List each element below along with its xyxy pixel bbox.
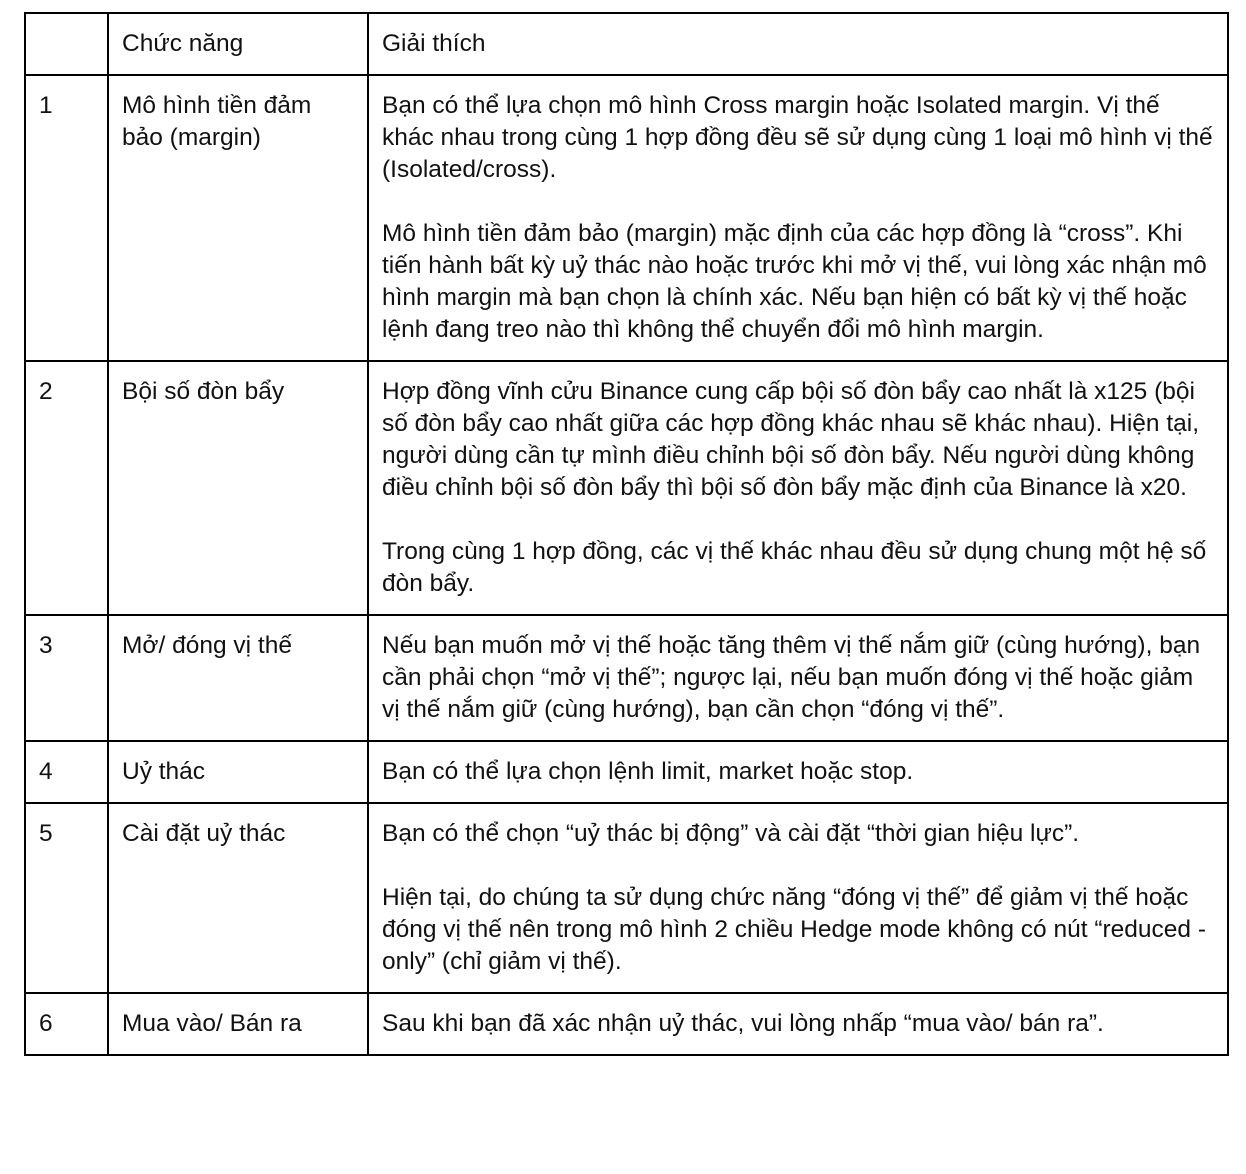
table-row [25, 993, 1228, 1055]
row-number: 3 [25, 615, 108, 741]
explanation-paragraph: Bạn có thể lựa chọn mô hình Cross margin hoặc Isolated margin. Vị thế khác nhau trong cùng 1 hợp đồng đều sẽ sử dụng cùng 1 loại mô hình vị thế (Isolated/cross). [382, 92, 1213, 183]
explanation-paragraph: Sau khi bạn đã xác nhận uỷ thác, vui lòng nhấp “mua vào/ bán ra”. [382, 1010, 1104, 1037]
table-header-row [25, 13, 1228, 75]
row-number: 1 [25, 75, 108, 361]
table-row [25, 75, 1228, 361]
explanation-paragraph: Nếu bạn muốn mở vị thế hoặc tăng thêm vị thế nắm giữ (cùng hướng), bạn cần phải chọn “mở vị thế”; ngược lại, nếu bạn muốn đóng vị thế hoặc giảm vị thế nắm giữ (cùng hướng), bạn cần chọn “đóng vị thế”. [382, 632, 1201, 723]
row-number: 4 [25, 741, 108, 803]
row-function: Cài đặt uỷ thác [108, 803, 368, 993]
row-number: 5 [25, 803, 108, 993]
row-explanation [368, 993, 1228, 1055]
row-explanation [368, 741, 1228, 803]
feature-table [24, 12, 1229, 1056]
row-explanation [368, 75, 1228, 361]
row-explanation [368, 803, 1228, 993]
row-function: Mở/ đóng vị thế [108, 615, 368, 741]
table-row [25, 741, 1228, 803]
header-num-cell [25, 13, 108, 75]
header-function-cell: Chức năng [108, 13, 368, 75]
row-function: Mua vào/ Bán ra [108, 993, 368, 1055]
row-function: Mô hình tiền đảm bảo (margin) [108, 75, 368, 361]
explanation-paragraph: Trong cùng 1 hợp đồng, các vị thế khác nhau đều sử dụng chung một hệ số đòn bẩy. [382, 538, 1207, 597]
row-number: 2 [25, 361, 108, 615]
explanation-paragraph: Hợp đồng vĩnh cửu Binance cung cấp bội số đòn bẩy cao nhất là x125 (bội số đòn bẩy cao nhất giữa các hợp đồng khác nhau sẽ khác nhau). Hiện tại, người dùng cần tự mình điều chỉnh bội số đòn bẩy. Nếu người dùng không điều chỉnh bội số đòn bẩy thì bội số đòn bẩy mặc định của Binance là x20. [382, 378, 1200, 501]
explanation-paragraph: Bạn có thể chọn “uỷ thác bị động” và cài đặt “thời gian hiệu lực”. [382, 820, 1080, 847]
row-explanation [368, 361, 1228, 615]
table-row [25, 615, 1228, 741]
table-row [25, 803, 1228, 993]
row-number: 6 [25, 993, 108, 1055]
header-explanation-cell: Giải thích [368, 13, 1228, 75]
explanation-paragraph: Hiện tại, do chúng ta sử dụng chức năng “đóng vị thế” để giảm vị thế hoặc đóng vị thế nên trong mô hình 2 chiều Hedge mode không có nút “reduced -only” (chỉ giảm vị thế). [382, 884, 1207, 975]
row-explanation [368, 615, 1228, 741]
explanation-paragraph: Mô hình tiền đảm bảo (margin) mặc định của các hợp đồng là “cross”. Khi tiến hành bất kỳ uỷ thác nào hoặc trước khi mở vị thế, vui lòng xác nhận mô hình margin mà bạn chọn là chính xác. Nếu bạn hiện có bất kỳ vị thế hoặc lệnh đang treo nào thì không thể chuyển đổi mô hình margin. [382, 220, 1207, 343]
explanation-paragraph: Bạn có thể lựa chọn lệnh limit, market hoặc stop. [382, 758, 914, 785]
row-function: Uỷ thác [108, 741, 368, 803]
row-function: Bội số đòn bẩy [108, 361, 368, 615]
table-row [25, 361, 1228, 615]
